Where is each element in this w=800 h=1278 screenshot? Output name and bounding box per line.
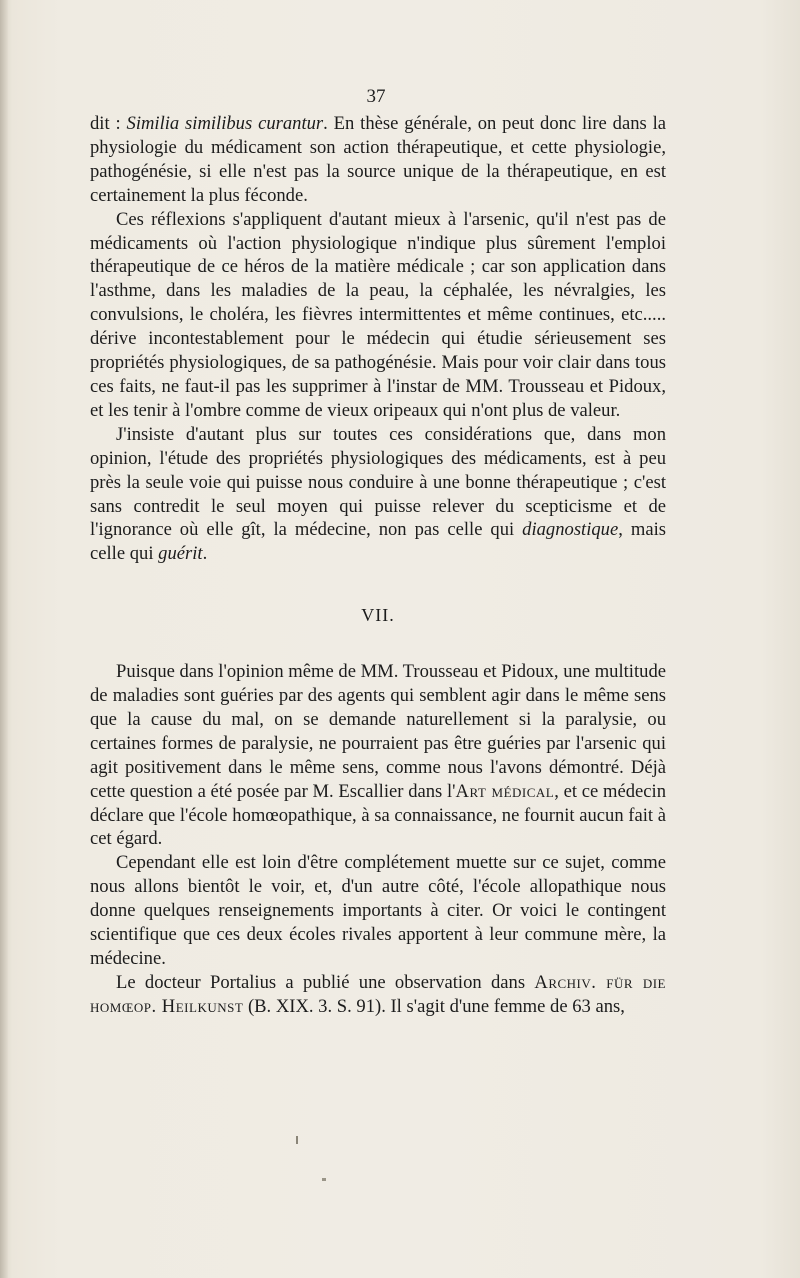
paper-speck bbox=[296, 1136, 298, 1144]
paragraph-portalius-observation bbox=[90, 971, 666, 1019]
latin-maxim: Similia similibus curantur bbox=[126, 113, 324, 134]
italic-word-guerit: guérit bbox=[158, 543, 203, 565]
page-number: 37 bbox=[366, 86, 386, 107]
journal-title-art-medical: Art médical bbox=[455, 780, 555, 802]
paragraph-lead: dit : bbox=[90, 113, 127, 134]
paragraph-paralysis-question bbox=[90, 660, 666, 851]
paragraph-text: (B. XIX. 3. S. 91). Il s'agit d'une femme de 63 ans, bbox=[243, 995, 625, 1017]
italic-word-diagnostique: diagnostique bbox=[522, 519, 619, 541]
paragraph-text: . En thèse générale, on peut donc lire dans la physiologie du médicament son action thérapeutique, et cette physiologie, pathogénésie, si elle n'est pas la source unique de la thérapeutique, en est certainement la plus féconde. bbox=[90, 113, 667, 206]
paragraph-schools-contribution: Cependant elle est loin d'être complétement muette sur ce sujet, comme nous allons bientôt le voir, et, d'un autre côté, l'école allopathique nous donne quelques renseignements importants à citer. Or voici le contingent scientifique que ces deux écoles rivales apportent à leur commune mère, la médecine. bbox=[90, 852, 666, 969]
paragraph-arsenic-reflections: Ces réflexions s'appliquent d'autant mieux à l'arsenic, qu'il n'est pas de médicaments où l'action physiologique n'indique plus sûrement l'emploi thérapeutique de ce héros de la matière médicale ; car son application dans l'asthme, dans les maladies de la peau, la céphalée, les névralgies, les convulsions, le choléra, les fièvres intermittentes et même continues, etc..... dérive incontestablement pour le médecin qui étudie sérieusement ses propriétés physiologiques, de sa pathogénésie. Mais pour voir clair dans tous ces faits, ne faut-il pas les supprimer à l'instar de MM. Trousseau et Pidoux, et les tenir à l'ombre comme de vieux oripeaux qui n'ont plus de valeur. bbox=[90, 208, 666, 421]
paragraph-insistence bbox=[90, 423, 666, 566]
paragraph-text: , et ce médecin déclare que l'école homœopathique, à sa connaissance, ne fournit aucun fait à cet égard. bbox=[90, 780, 667, 850]
paragraph-text: Puisque dans l'opinion même de MM. Trousseau et Pidoux, une multitude de maladies sont guéries par des agents qui semblent agir dans le même sens que la cause du mal, on se demande naturellement si la paralysie, ou certaines formes de paralysie, ne pourraient pas être guéries par l'arsenic qui agit positivement dans le même sens, comme nous l'avons démontré. Déjà cette question a été posée par M. Escallier dans l' bbox=[90, 661, 666, 802]
page-body bbox=[90, 112, 666, 1019]
paragraph-text: J'insiste d'autant plus sur toutes ces considérations que, dans mon opinion, l'étude des propriétés physiologiques des médicaments, est à peu près la seule voie qui puisse nous conduire à une bonne thérapeutique ; c'est sans contredit le seul moyen qui puisse relever du scepticisme et de l'ignorance où elle gît, la médecine, non pas celle qui bbox=[90, 423, 666, 541]
paper-speck bbox=[322, 1178, 326, 1181]
paragraph-text: Le docteur Portalius a publié une observation dans bbox=[116, 971, 535, 993]
paragraph-text: , mais celle qui bbox=[90, 519, 666, 565]
paragraph-continuation bbox=[90, 112, 666, 208]
journal-title-archiv: Archiv. für die homœop. Heilkunst bbox=[90, 971, 666, 1017]
paragraph-text: . bbox=[202, 543, 208, 565]
section-heading: VII. bbox=[361, 605, 395, 626]
page-binding-edge bbox=[0, 0, 8, 1278]
